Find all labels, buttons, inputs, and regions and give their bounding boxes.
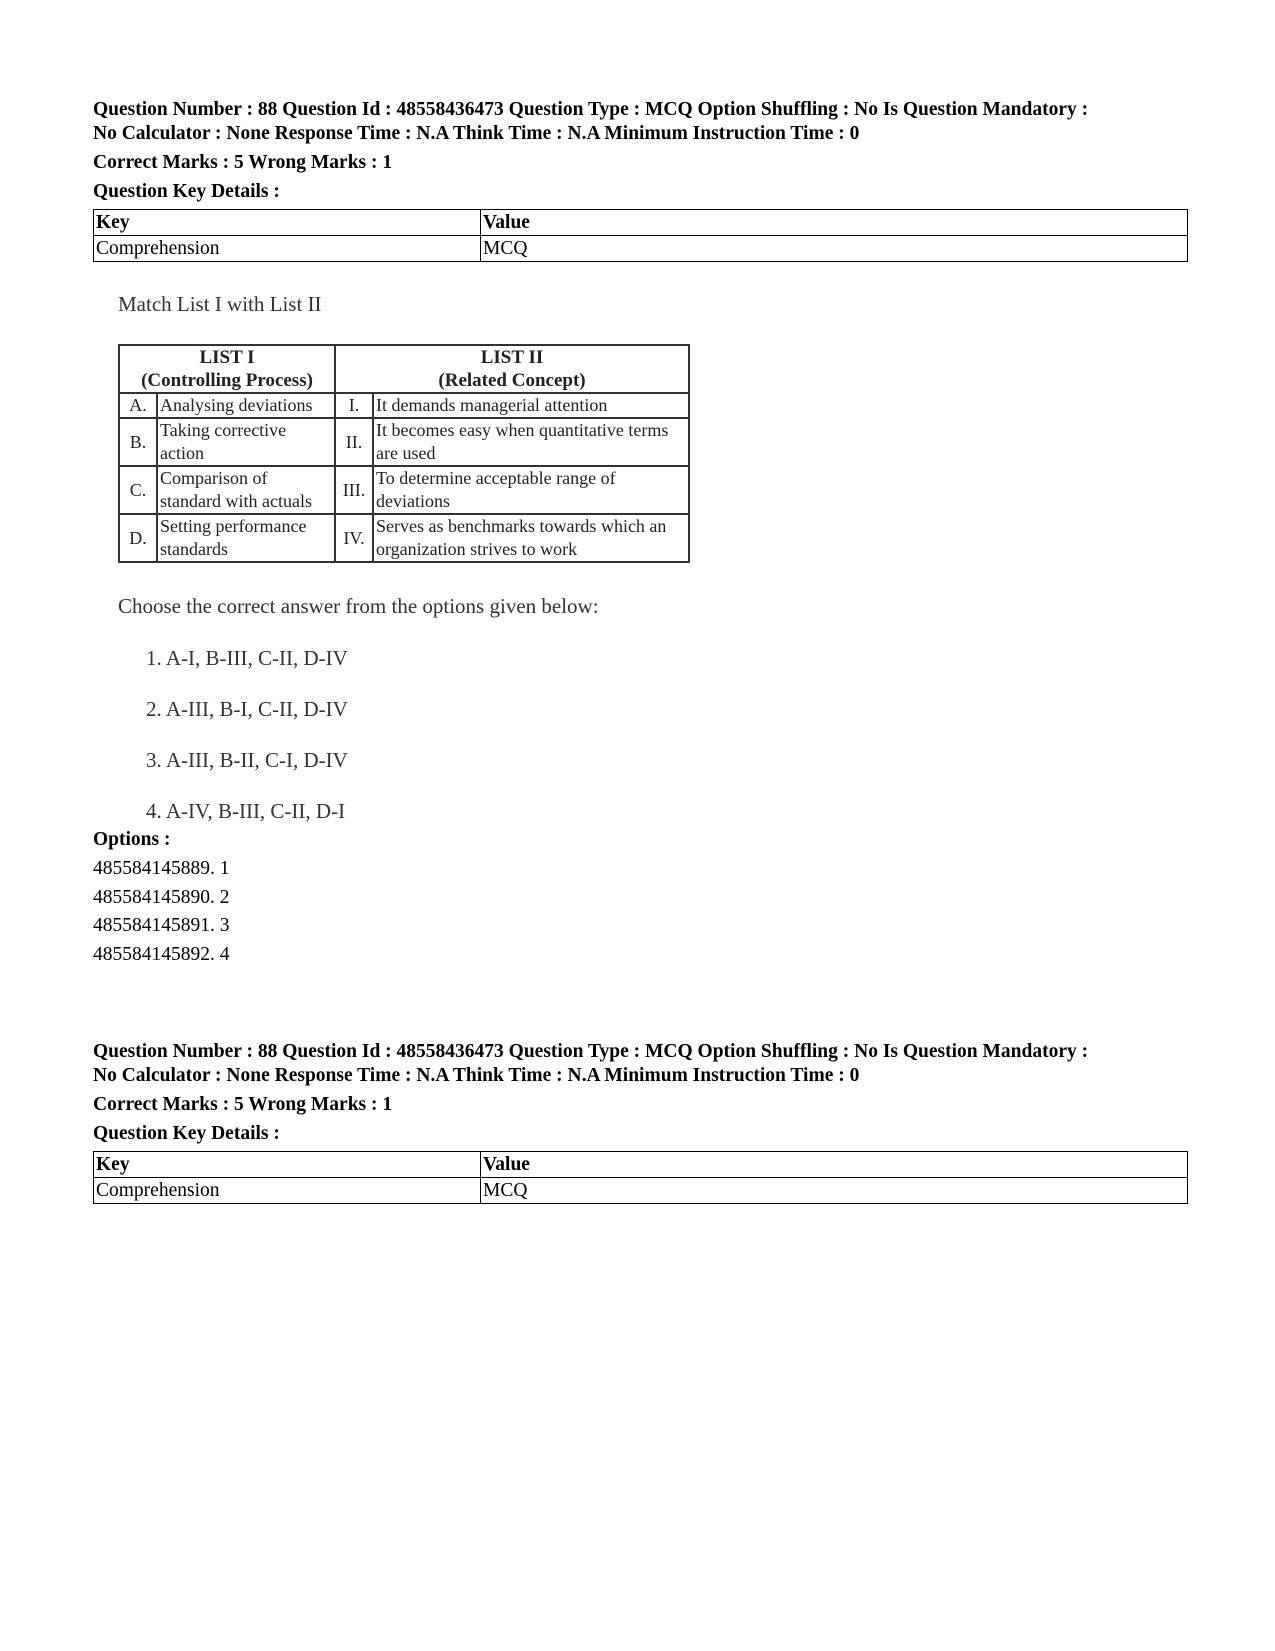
row-label-left: D. <box>119 514 157 562</box>
row-label-left: A. <box>119 393 157 418</box>
list-2-title: LIST II <box>480 347 544 368</box>
marks-line: Correct Marks : 5 Wrong Marks : 1 <box>93 1094 393 1115</box>
question-2-header <box>93 1040 1188 1204</box>
question-1-header <box>93 98 1188 262</box>
value-header-cell: Value <box>481 210 1188 236</box>
row-text-right: To determine acceptable range of deviations <box>373 466 689 514</box>
row-text-right: It demands managerial attention <box>373 393 689 418</box>
row-label-left: C. <box>119 466 157 514</box>
row-text-right: It becomes easy when quantitative terms are used <box>373 418 689 466</box>
choose-instruction: Choose the correct answer from the options given below: <box>118 594 599 618</box>
option-item: 485584145889. 1 <box>93 858 230 879</box>
row-label-left: B. <box>119 418 157 466</box>
key-details-table <box>93 209 1188 262</box>
match-row <box>119 418 689 466</box>
list-1-header <box>119 345 335 393</box>
row-text-right: Serves as benchmarks towards which an organization strives to work <box>373 514 689 562</box>
row-label-right: IV. <box>335 514 373 562</box>
key-details-label: Question Key Details : <box>93 1123 280 1144</box>
question-meta <box>93 1040 1188 1088</box>
question-meta <box>93 98 1188 146</box>
value-header-cell: Value <box>481 1152 1188 1178</box>
key-details-table <box>93 1151 1188 1204</box>
value-cell: MCQ <box>481 1178 1188 1204</box>
answer-choice: 3. A-III, B-II, C-I, D-IV <box>146 748 348 772</box>
options-label: Options : <box>93 829 171 850</box>
question-meta-line-2: No Calculator : None Response Time : N.A Think Time : N.A Minimum Instruction Time : 0 <box>93 123 860 144</box>
question-meta-line-2: No Calculator : None Response Time : N.A Think Time : N.A Minimum Instruction Time : 0 <box>93 1065 860 1086</box>
option-item: 485584145892. 4 <box>93 943 230 965</box>
row-text-left: Taking corrective action <box>157 418 335 466</box>
option-item: 485584145891. 3 <box>93 915 230 936</box>
answer-choice: 2. A-III, B-I, C-II, D-IV <box>146 697 348 721</box>
question-content <box>118 292 818 842</box>
key-details-label: Question Key Details : <box>93 181 280 202</box>
row-text-left: Comparison of standard with actuals <box>157 466 335 514</box>
list-2-subtitle: (Related Concept) <box>438 370 586 391</box>
match-row <box>119 393 689 418</box>
question-title: Match List I with List II <box>118 292 322 316</box>
key-header-cell: Key <box>94 1152 481 1178</box>
options-section <box>93 828 1188 969</box>
value-cell: MCQ <box>481 236 1188 262</box>
row-label-right: III. <box>335 466 373 514</box>
table-row <box>94 1152 1188 1178</box>
table-row <box>94 210 1188 236</box>
marks-line: Correct Marks : 5 Wrong Marks : 1 <box>93 152 393 173</box>
row-label-right: I. <box>335 393 373 418</box>
list-2-header <box>335 345 689 393</box>
match-row <box>119 514 689 562</box>
row-label-right: II. <box>335 418 373 466</box>
list-1-subtitle: (Controlling Process) <box>141 370 313 391</box>
row-text-left: Analysing deviations <box>157 393 335 418</box>
question-meta-line-1: Question Number : 88 Question Id : 48558436473 Question Type : MCQ Option Shuffling : No Is Question Mandatory : <box>93 1041 1089 1062</box>
answer-choice: 1. A-I, B-III, C-II, D-IV <box>146 646 348 670</box>
option-item: 485584145890. 2 <box>93 886 230 908</box>
match-table <box>118 344 690 563</box>
key-cell: Comprehension <box>94 236 481 262</box>
answer-choice: 4. A-IV, B-III, C-II, D-I <box>146 799 346 823</box>
key-cell: Comprehension <box>94 1178 481 1204</box>
key-header-cell: Key <box>94 210 481 236</box>
list-1-title: LIST I <box>199 347 255 368</box>
table-row <box>94 236 1188 262</box>
match-row <box>119 466 689 514</box>
row-text-left: Setting performance standards <box>157 514 335 562</box>
question-meta-line-1: Question Number : 88 Question Id : 48558436473 Question Type : MCQ Option Shuffling : No Is Question Mandatory : <box>93 99 1089 120</box>
match-table-header-row <box>119 345 689 393</box>
table-row <box>94 1178 1188 1204</box>
